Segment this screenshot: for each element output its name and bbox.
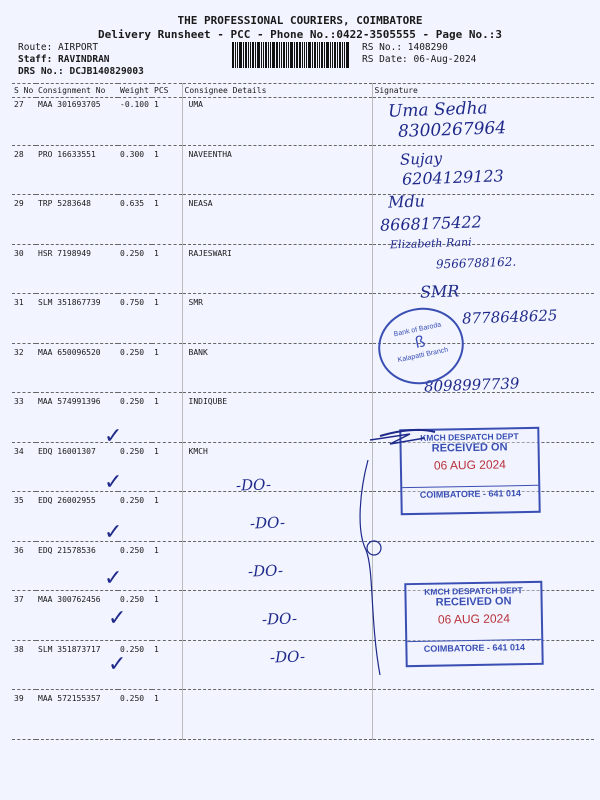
barcode-bar (321, 42, 323, 68)
rs-date: RS Date: 06-Aug-2024 (362, 54, 477, 65)
row-sno: 36 (12, 541, 36, 591)
row-sno: 32 (12, 343, 36, 393)
staff-label: Staff: RAVINDRAN (18, 54, 110, 65)
barcode-bar (337, 42, 338, 68)
barcode-bar (268, 42, 269, 68)
barcode-bar (255, 42, 256, 68)
seal-logo-icon: ß (413, 333, 427, 352)
row-weight: 0.250 (118, 591, 152, 641)
ditto-37: -DO- (247, 561, 284, 581)
col-weight: Weight (118, 84, 152, 98)
row-consignee: RAJESWARI (182, 244, 372, 294)
barcode-bar (342, 42, 343, 68)
barcode-bar (299, 42, 301, 68)
barcode-bar (290, 42, 293, 68)
barcode-bar (346, 42, 349, 68)
company-title: THE PROFESSIONAL COURIERS, COIMBATORE (177, 14, 423, 27)
col-sno: S No (12, 84, 36, 98)
barcode-bar (288, 42, 289, 68)
signature-28-phone: 6204129123 (401, 166, 505, 189)
barcode-bar (283, 42, 285, 68)
rs-number: RS No.: 1408290 (362, 42, 448, 53)
stamp-1-received: RECEIVED ON (431, 441, 508, 455)
barcode-bar (270, 42, 271, 68)
row-weight: 0.750 (118, 294, 152, 344)
barcode-bar (330, 42, 331, 68)
row-consignment-no: EDQ 21578536 (36, 541, 118, 591)
col-consignee: Consignee Details (182, 84, 372, 98)
signature-27-phone: 8300267964 (397, 118, 507, 142)
stamp-2-city: COIMBATORE - 641 014 (407, 639, 541, 654)
row-consignment-no: SLM 351873717 (36, 640, 118, 690)
barcode-bar (257, 42, 260, 68)
row-sno: 37 (12, 591, 36, 641)
row-sno: 34 (12, 442, 36, 492)
row-pcs: 1 (152, 541, 182, 591)
row-sno: 28 (12, 145, 36, 195)
row-consignment-no: EDQ 16001307 (36, 442, 118, 492)
barcode-bar (326, 42, 329, 68)
barcode-bar (243, 42, 244, 68)
row-consignee: INDIQUBE (182, 393, 372, 443)
check-mark-38: ✓ (108, 606, 127, 631)
row-pcs: 1 (152, 690, 182, 740)
table-row (12, 195, 594, 245)
barcode-bar (302, 42, 303, 68)
barcode-bar (252, 42, 254, 68)
barcode-bar (312, 42, 313, 68)
row-pcs: 1 (152, 343, 182, 393)
table-row (12, 145, 594, 195)
row-pcs: 1 (152, 492, 182, 542)
row-weight: 0.635 (118, 195, 152, 245)
barcode-bar (235, 42, 236, 68)
row-sno: 30 (12, 244, 36, 294)
barcode-bar (281, 42, 282, 68)
table-row (12, 690, 594, 740)
row-weight: 0.250 (118, 343, 152, 393)
ditto-35: -DO- (235, 475, 272, 495)
barcode-bar (272, 42, 275, 68)
barcode-bar (319, 42, 320, 68)
row-pcs: 1 (152, 294, 182, 344)
barcode-bar (314, 42, 316, 68)
row-consignee (182, 690, 372, 740)
signature-30-phone: 9566788162. (435, 254, 517, 272)
row-sno: 35 (12, 492, 36, 542)
stamp-2-received: RECEIVED ON (435, 595, 512, 609)
barcode-bar (334, 42, 336, 68)
row-pcs: 1 (152, 393, 182, 443)
ditto-38: -DO- (261, 609, 298, 629)
signature-27-name: Uma Sedha (387, 98, 488, 122)
row-consignee: SMR (182, 294, 372, 344)
barcode-bar (261, 42, 262, 68)
table-header (12, 84, 594, 98)
row-consignee: UMA (182, 98, 372, 146)
row-sno: 31 (12, 294, 36, 344)
barcode-bar (344, 42, 345, 68)
barcode-bar (265, 42, 267, 68)
route-label: Route: AIRPORT (18, 42, 99, 53)
row-weight: 0.250 (118, 541, 152, 591)
row-pcs: 1 (152, 442, 182, 492)
ditto-36: -DO- (249, 513, 286, 533)
signature-33-phone: 8098997739 (423, 374, 520, 396)
barcode (232, 42, 352, 68)
barcode-bar (279, 42, 280, 68)
row-signature (372, 690, 594, 740)
barcode-bar (276, 42, 278, 68)
stamp-1-dept: KMCH DESPATCH DEPT (420, 431, 519, 443)
table-row (12, 98, 594, 146)
signature-31-phone: 8778648625 (461, 306, 558, 328)
stamp-1-city: COIMBATORE - 641 014 (402, 485, 538, 500)
row-weight: 0.250 (118, 244, 152, 294)
signature-28-name: Sujay (399, 149, 443, 169)
signature-29-phone: 8668175422 (379, 212, 483, 235)
seal-branch: Kalapatti Branch (397, 346, 449, 365)
barcode-bar (245, 42, 247, 68)
row-sno: 38 (12, 640, 36, 690)
stamp-2-date: 06 AUG 2024 (437, 611, 511, 627)
barcode-bar (239, 42, 242, 68)
barcode-bar (296, 42, 298, 68)
row-pcs: 1 (152, 244, 182, 294)
pen-scribble (330, 420, 440, 680)
check-mark-34: ✓ (104, 424, 123, 449)
row-weight: 0.250 (118, 640, 152, 690)
row-consignment-no: SLM 351867739 (36, 294, 118, 344)
barcode-bar (324, 42, 325, 68)
barcode-bar (306, 42, 307, 68)
check-mark-36: ✓ (104, 520, 123, 545)
row-consignee: NAVEENTHA (182, 145, 372, 195)
row-weight: -0.100 (118, 98, 152, 146)
signature-31-name: SMR (419, 281, 460, 302)
row-sno: 27 (12, 98, 36, 146)
row-weight: 0.250 (118, 492, 152, 542)
row-consignment-no: HSR 7198949 (36, 244, 118, 294)
barcode-bar (237, 42, 238, 68)
row-consignment-no: EDQ 26002955 (36, 492, 118, 542)
row-consignment-no: TRP 5283648 (36, 195, 118, 245)
col-signature: Signature (372, 84, 594, 98)
row-consignment-no: MAA 572155357 (36, 690, 118, 740)
check-mark-39: ✓ (108, 652, 127, 677)
ditto-39: -DO- (269, 647, 306, 667)
drs-number: DRS No.: DCJB140829003 (18, 66, 144, 77)
row-consignment-no: MAA 301693705 (36, 98, 118, 146)
row-weight: 0.250 (118, 690, 152, 740)
seal-bank-name: Bank of Baroda (393, 321, 442, 339)
check-mark-37: ✓ (104, 566, 123, 591)
runsheet-title: Delivery Runsheet - PCC - Phone No.:0422-3505555 - Page No.:3 (98, 28, 502, 41)
row-sno: 39 (12, 690, 36, 740)
row-consignment-no: MAA 300762456 (36, 591, 118, 641)
row-consignment-no: MAA 574991396 (36, 393, 118, 443)
signature-30-name: Elizabeth Rani (389, 235, 472, 252)
stamp-1-date: 06 AUG 2024 (433, 457, 507, 473)
row-sno: 33 (12, 393, 36, 443)
stamp-2-dept: KMCH DESPATCH DEPT (424, 585, 523, 597)
barcode-bar (317, 42, 318, 68)
check-mark-35: ✓ (104, 470, 123, 495)
row-consignee: BANK (182, 343, 372, 393)
row-pcs: 1 (152, 640, 182, 690)
barcode-bar (332, 42, 333, 68)
barcode-bar (232, 42, 234, 68)
row-weight: 0.300 (118, 145, 152, 195)
row-consignee: NEASA (182, 195, 372, 245)
row-pcs: 1 (152, 145, 182, 195)
barcode-bar (304, 42, 305, 68)
barcode-bar (250, 42, 251, 68)
barcode-bar (263, 42, 264, 68)
col-consignment: Consignment No (36, 84, 118, 98)
col-pcs: PCS (152, 84, 182, 98)
barcode-bar (339, 42, 341, 68)
row-pcs: 1 (152, 195, 182, 245)
row-sno: 29 (12, 195, 36, 245)
barcode-bar (286, 42, 287, 68)
row-consignee: KMCH (182, 442, 372, 492)
row-pcs: 1 (152, 591, 182, 641)
row-consignment-no: PRO 16633551 (36, 145, 118, 195)
row-weight: 0.250 (118, 393, 152, 443)
barcode-bar (308, 42, 311, 68)
row-consignment-no: MAA 650096520 (36, 343, 118, 393)
signature-29-name: Mdu (387, 191, 426, 212)
row-pcs: 1 (152, 98, 182, 146)
barcode-bar (248, 42, 249, 68)
barcode-bar (294, 42, 295, 68)
row-weight: 0.250 (118, 442, 152, 492)
